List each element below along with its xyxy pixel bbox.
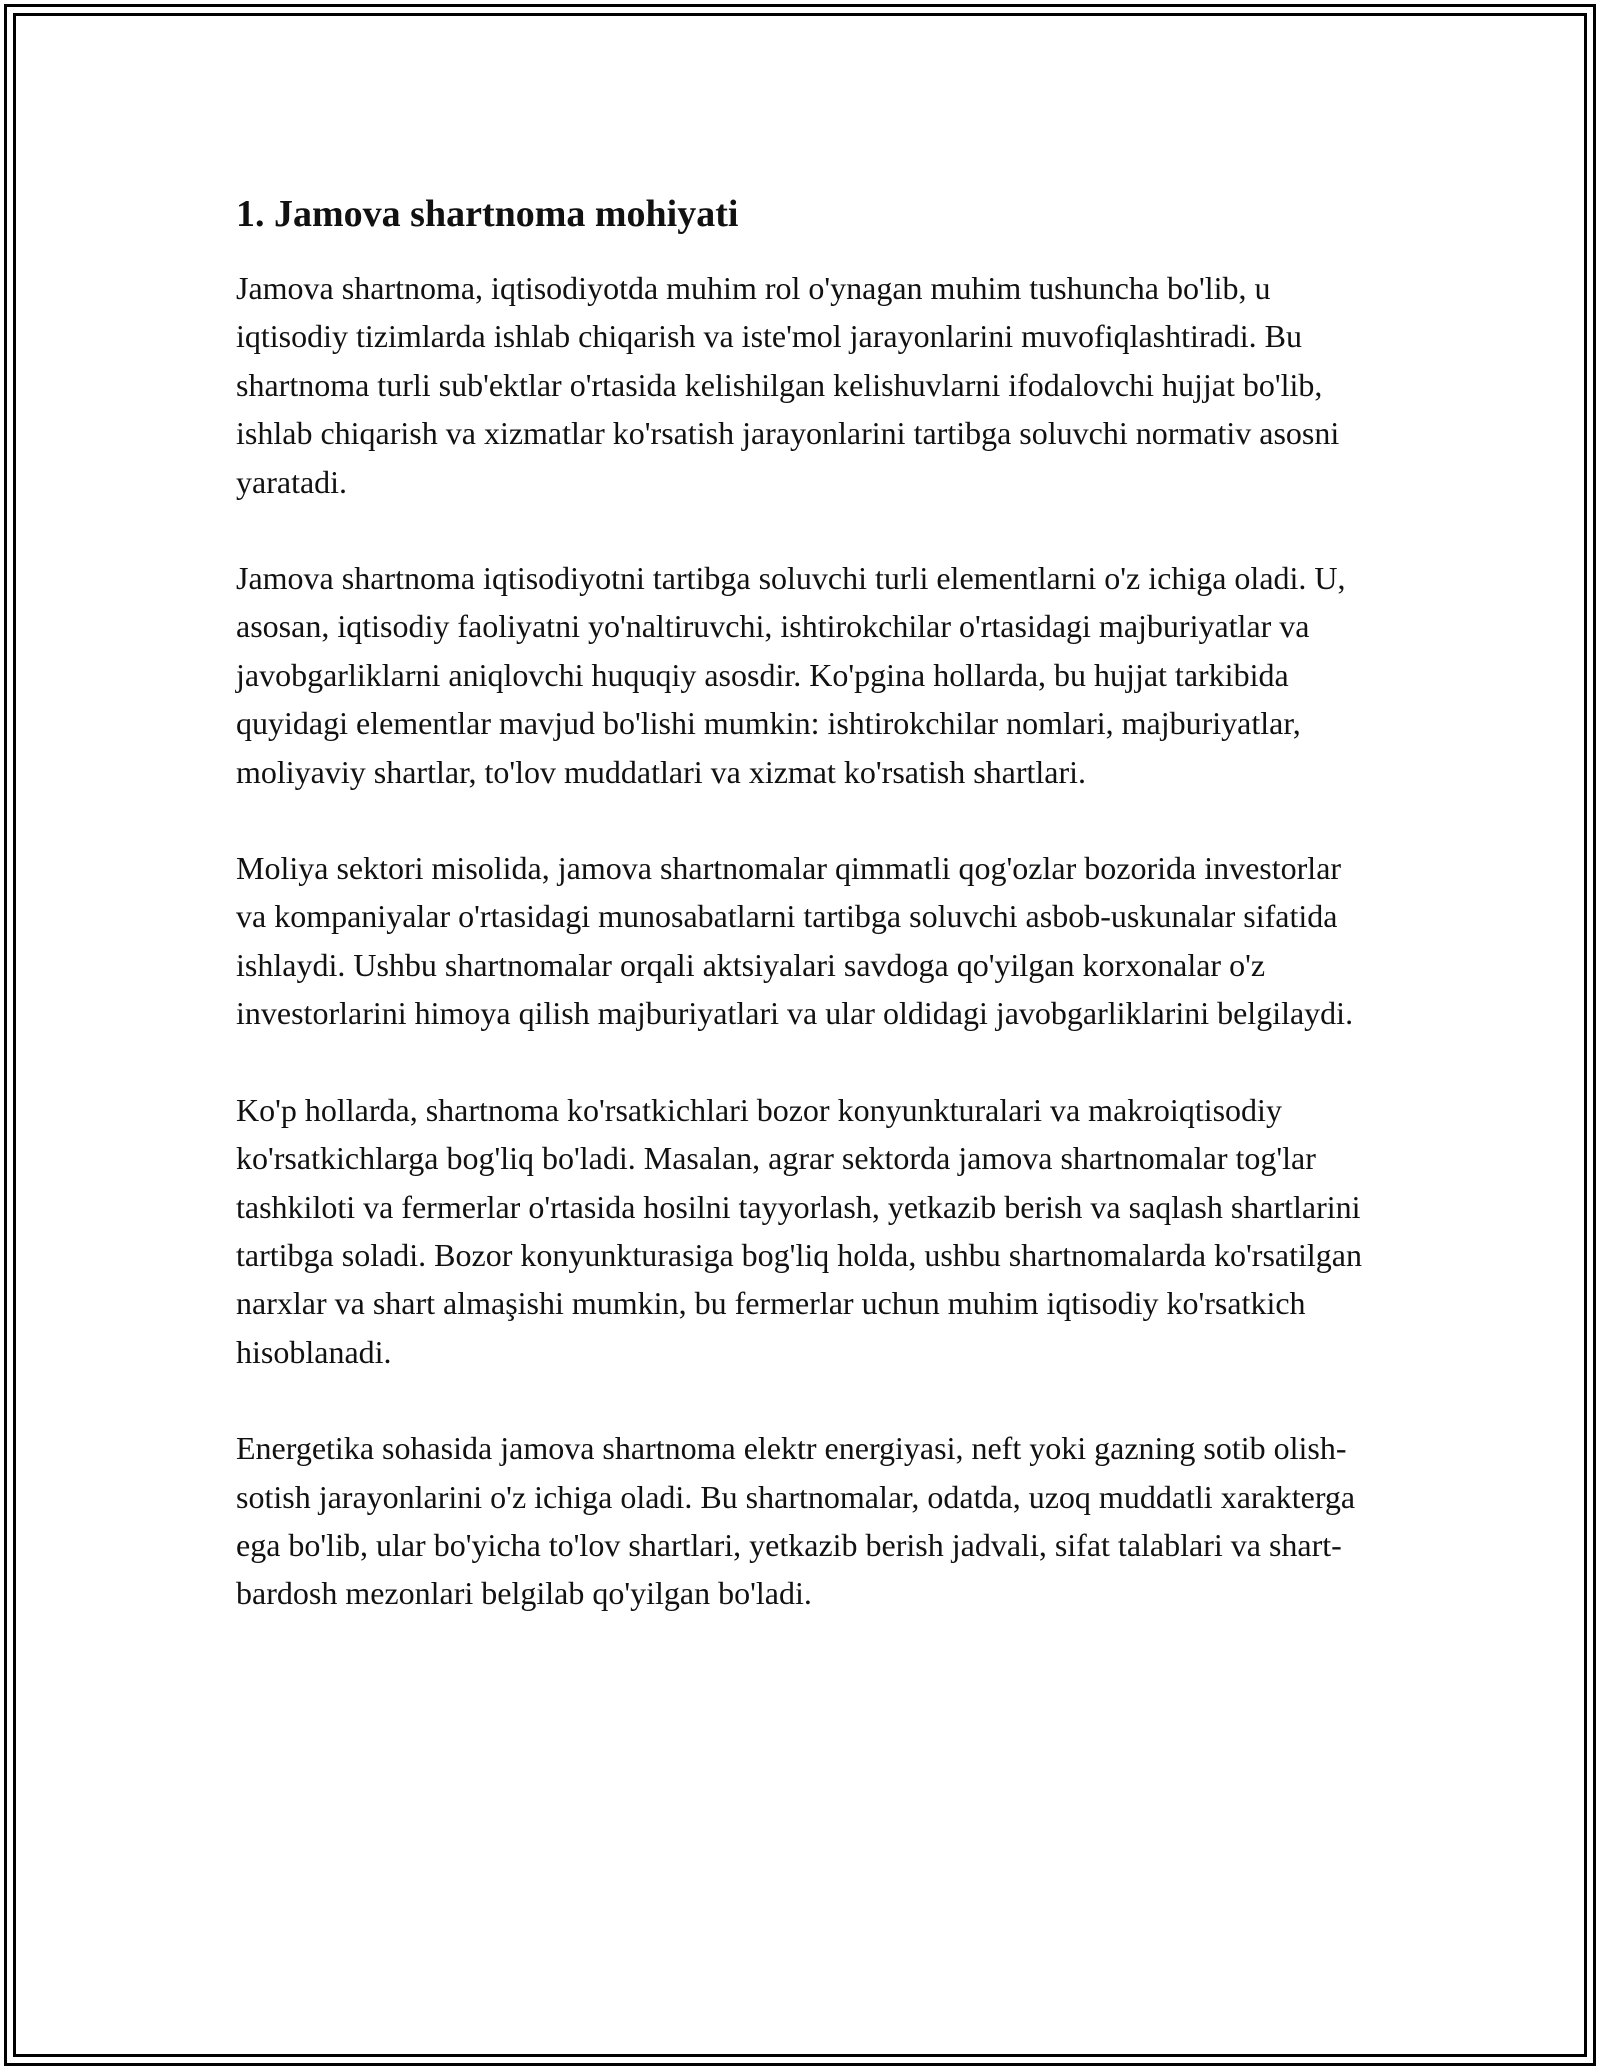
section-heading: 1. Jamova shartnoma mohiyati xyxy=(236,193,739,235)
paragraph-5: Energetika sohasida jamova shartnoma elektr energiyasi, neft yoki gazning sotib olish-sotish jarayonlarini o'z ichiga oladi. Bu shartnomalar, odatda, uzoq muddatli xarakterga ega bo'lib, ular bo'yicha to'lov shartlari, yetkazib berish jadvali, sifat talablari va shart-bardosh mezonlari belgilab qo'yilgan bo'ladi. xyxy=(236,1430,1356,1612)
paragraph-4: Ko'p hollarda, shartnoma ko'rsatkichlari bozor konyunkturalari va makroiqtisodiy ko'rsatkichlarga bog'liq bo'ladi. Masalan, agrar sektorda jamova shartnomalar tog'lar tashkiloti va fermerlar o'rtasida hosilni tayyorlash, yetkazib berish va saqlash shartlarini tartibga soladi. Bozor konyunkturasiga bog'liq holda, ushbu shartnomalarda ko'rsatilgan narxlar va shart almaşishi mumkin, bu fermerlar uchun muhim iqtisodiy ko'rsatkich hisoblanadi. xyxy=(236,1091,1362,1370)
paragraph-1: Jamova shartnoma, iqtisodiyotda muhim rol o'ynagan muhim tushuncha bo'lib, u iqtisodiy tizimlarda ishlab chiqarish va iste'mol jarayonlarini muvofiqlashtiradi. Bu shartnoma turli sub'ektlar o'rtasida kelishilgan kelishuvlarni ifodalovchi hujjat bo'lib, ishlab chiqarish va xizmatlar ko'rsatish jarayonlarini tartibga soluvchi normativ asosni yaratadi. xyxy=(236,270,1340,500)
paragraph-2: Jamova shartnoma iqtisodiyotni tartibga soluvchi turli elementlarni o'z ichiga oladi. U, asosan, iqtisodiy faoliyatni yo'naltiruvchi, ishtirokchilar o'rtasidagi majburiyatlar va javobgarliklarni aniqlovchi huquqiy asosdir. Ko'pgina hollarda, bu hujjat tarkibida quyidagi elementlar mavjud bo'lishi mumkin: ishtirokchilar nomlari, majburiyatlar, moliyaviy shartlar, to'lov muddatlari va xizmat ko'rsatish shartlari. xyxy=(236,560,1346,790)
document-body xyxy=(236,190,1366,1666)
paragraph-3: Moliya sektori misolida, jamova shartnomalar qimmatli qog'ozlar bozorida investorlar va kompaniyalar o'rtasidagi munosabatlarni tartibga soluvchi asbob-uskunalar sifatida ishlaydi. Ushbu shartnomalar orqali aktsiyalari savdoga qo'yilgan korxonalar o'z investorlarini himoya qilish majburiyatlari va ular oldidagi javobgarliklarini belgilaydi. xyxy=(236,850,1354,1032)
